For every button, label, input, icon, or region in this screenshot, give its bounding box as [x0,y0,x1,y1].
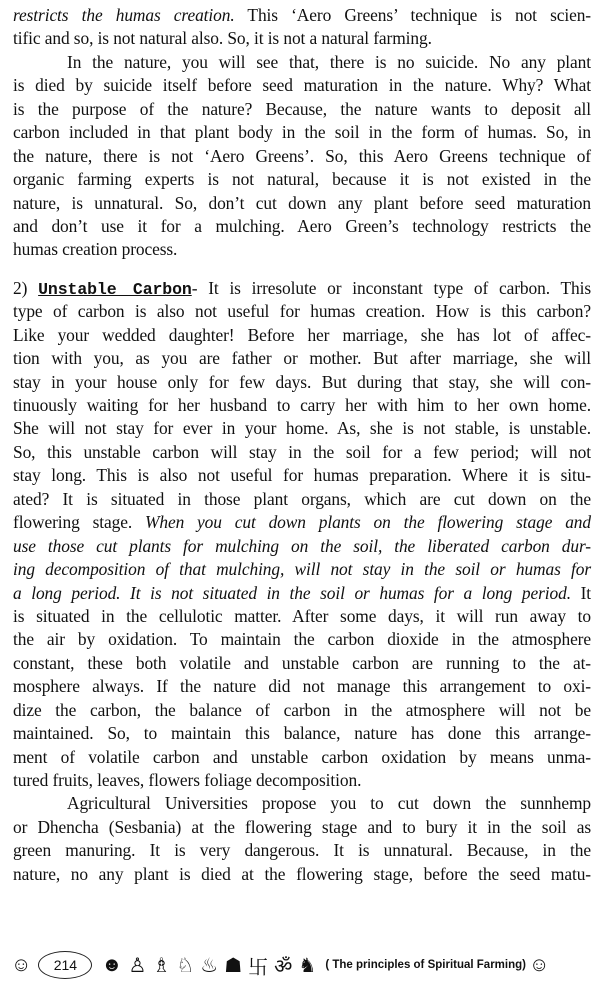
italic-text: a long period. It is not situated in the soil or humas for a long period. [13,582,571,603]
text-line [13,4,591,27]
text-line: organic farming experts is not natural, because it is not existed in the [13,169,591,190]
italic-line: use those cut plants for mulching on the soil, the liberated carbon dur- [13,535,591,556]
text-line: stay long. This is also not useful for humas preparation. Where it is situ- [13,465,591,486]
text-line: dize the carbon, the balance of carbon in the atmosphere will not be [13,699,591,720]
text-line: or Dhencha (Sesbania) at the flowering stage and to bury it in the soil as [13,816,591,837]
guru-portrait-icon-right: ☺ [529,953,550,976]
text-line: humas creation process. [13,239,178,260]
paragraph-start-line: Agricultural Universities propose you to cut down the sunnhemp [67,793,591,814]
om-icon: ॐ [274,955,293,978]
section-number: 2) [13,277,39,298]
italic-text: restricts the humas creation. [13,5,235,25]
text-line: So, this unstable carbon will stay in the soil for a few period; will not [13,441,591,462]
text-line: nature, is unnatural. So, don’t cut down any plant before seed maturation [13,192,591,213]
line-text: flowering stage. [13,512,145,533]
text-line [13,511,591,534]
section-heading-line [13,277,591,300]
text-line: ment of volatile carbon and unstable carbon oxidation by means unma- [13,746,591,767]
text-line: the air by oxidation. To maintain the carbon dioxide in the atmosphere [13,629,591,650]
face-icon: ☻ [101,953,123,976]
book-title: ( The principles of Spiritual Farming) [325,959,526,971]
text-line: She will not stay for ever in your home. As, she is not stable, is unstable. [13,418,591,439]
page-footer [8,947,593,983]
text-line: nature, no any plant is died at the flowering stage, before the seed matu- [13,863,591,884]
text-line: is the purpose of the nature? Because, the nature wants to deposit all [13,98,591,119]
sage-icon: ♗ [152,954,171,977]
text-line: Like your wedded daughter! Before her marriage, she has lot of affec- [13,324,591,345]
text-line: type of carbon is also not useful for humas creation. How is this carbon? [13,301,591,322]
text-line: green manuring. It is very dangerous. It is unnatural. Because, in the [13,840,591,861]
text-line: stay in your house only for few days. But during that stay, she will con- [13,371,591,392]
line-text: - It is irresolute or inconstant type of carbon. This [191,277,591,298]
page-body [13,4,591,886]
text-line: is died by suicide itself before seed maturation in the nature. Why? What [13,75,591,96]
lamp-icon: ♨ [200,954,219,977]
figure-icon: ♘ [176,954,195,977]
cow-icon: ♞ [298,954,317,977]
page-number: 214 [38,951,92,979]
text-line: tion with you, as you are father or mother. But after marriage, she will [13,348,591,369]
italic-line: ing decomposition of that mulching, will not stay in the soil or humas for [13,559,591,580]
text-line: maintained. So, to maintain this balance, nature has done this arrange- [13,723,591,744]
section-heading: Unstable Carbon [38,279,192,299]
guru-portrait-icon: ☺ [11,953,32,976]
text-line: carbon included in that plant body in the soil in the form of humas. So, in [13,122,591,143]
deity-icon: ♙ [128,954,147,977]
swastika-icon: 卐 [248,956,269,979]
book-title-text: The principles of Spiritual Farming [332,959,523,971]
text-line: ated? It is situated in those plant organs, which are cut down on the [13,488,591,509]
paragraph-start-line: In the nature, you will see that, there is no suicide. No any plant [67,51,591,72]
text-line: tinuously waiting for her husband to carry her with him to her own home. [13,395,591,415]
temple-icon: ☗ [224,954,243,977]
text-line [13,582,591,605]
text-line: tific and so, is not natural also. So, it is not a natural farming. [13,28,432,49]
line-text: It [570,582,592,603]
text-line: constant, these both volatile and unstable carbon are running to the at- [13,652,591,673]
line-text: This ‘Aero Greens’ technique is not scien- [234,5,591,25]
text-line: the nature, there is not ‘Aero Greens’. So, this Aero Greens technique of [13,145,591,166]
text-line: is situated in the cellulotic matter. After some days, it will run away to [13,605,591,626]
text-line: and don’t use it for a mulching. Aero Green’s technology restricts the [13,215,591,236]
italic-text: When you cut down plants on the flowering stage and [144,512,592,533]
text-line: tured fruits, leaves, flowers foliage decomposition. [13,770,362,790]
text-line: mosphere always. If the nature did not manage this arrangement to oxi- [13,676,591,697]
